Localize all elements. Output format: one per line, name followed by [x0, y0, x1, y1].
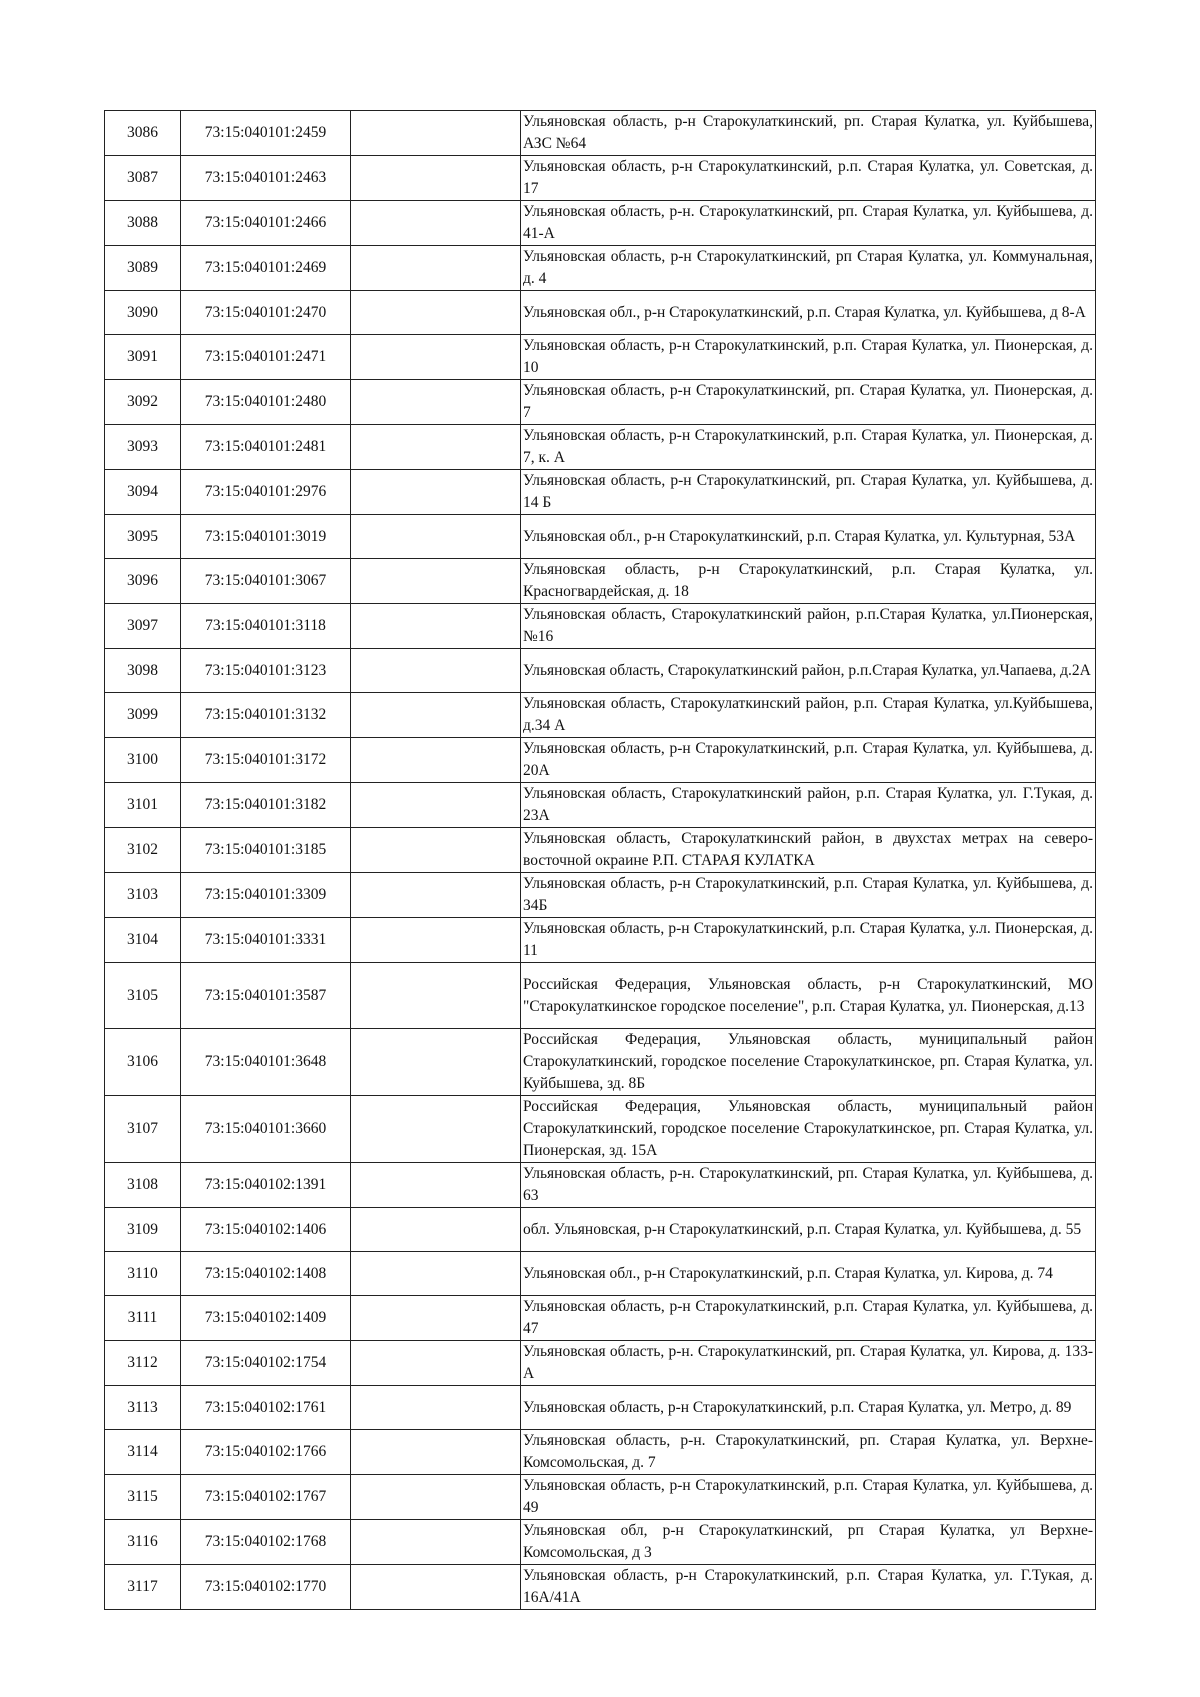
row-number: 3095 [105, 515, 181, 559]
address-cell: Ульяновская область, р-н Старокулаткинский, р.п. Старая Кулатка, ул. Советская, д. 17 [521, 156, 1096, 201]
empty-cell [351, 918, 521, 963]
cadastral-number: 73:15:040101:3123 [181, 649, 351, 693]
cadastral-number: 73:15:040102:1767 [181, 1475, 351, 1520]
empty-cell [351, 604, 521, 649]
row-number: 3110 [105, 1252, 181, 1296]
cadastral-number: 73:15:040101:3309 [181, 873, 351, 918]
row-number: 3117 [105, 1565, 181, 1610]
table-row [105, 246, 1096, 291]
cadastral-number: 73:15:040101:2466 [181, 201, 351, 246]
address-cell: Ульяновская обл., р-н Старокулаткинский, р.п. Старая Кулатка, ул. Культурная, 53А [521, 515, 1096, 559]
address-cell: Ульяновская область, р-н. Старокулаткинский, рп. Старая Кулатка, ул. Куйбышева, д. 63 [521, 1163, 1096, 1208]
empty-cell [351, 1341, 521, 1386]
empty-cell [351, 1096, 521, 1163]
address-cell: Ульяновская область, р-н Старокулаткинский, рп. Старая Кулатка, ул. Куйбышева, АЗС №64 [521, 111, 1096, 156]
empty-cell [351, 738, 521, 783]
address-cell: Российская Федерация, Ульяновская область, р-н Старокулаткинский, МО "Старокулаткинское городское поселение", р.п. Старая Кулатка, ул. Пионерская, д.13 [521, 963, 1096, 1029]
cadastral-number: 73:15:040101:3660 [181, 1096, 351, 1163]
row-number: 3105 [105, 963, 181, 1029]
cadastral-number: 73:15:040101:2470 [181, 291, 351, 335]
registry-body [105, 111, 1096, 1610]
table-row [105, 1163, 1096, 1208]
cadastral-number: 73:15:040101:3185 [181, 828, 351, 873]
row-number: 3089 [105, 246, 181, 291]
row-number: 3090 [105, 291, 181, 335]
cadastral-number: 73:15:040101:2480 [181, 380, 351, 425]
empty-cell [351, 380, 521, 425]
cadastral-number: 73:15:040101:2469 [181, 246, 351, 291]
table-row [105, 1341, 1096, 1386]
table-row [105, 738, 1096, 783]
cadastral-number: 73:15:040101:3067 [181, 559, 351, 604]
row-number: 3107 [105, 1096, 181, 1163]
empty-cell [351, 111, 521, 156]
cadastral-number: 73:15:040101:2481 [181, 425, 351, 470]
table-row [105, 111, 1096, 156]
cadastral-number: 73:15:040101:3019 [181, 515, 351, 559]
table-row [105, 425, 1096, 470]
empty-cell [351, 1296, 521, 1341]
address-cell: Ульяновская область, р-н. Старокулаткинский, рп. Старая Кулатка, ул. Верхне-Комсомольская, д. 7 [521, 1430, 1096, 1475]
empty-cell [351, 425, 521, 470]
row-number: 3088 [105, 201, 181, 246]
row-number: 3100 [105, 738, 181, 783]
address-cell: Ульяновская область, р-н Старокулаткинский, р.п. Старая Кулатка, ул. Куйбышева, д. 49 [521, 1475, 1096, 1520]
row-number: 3116 [105, 1520, 181, 1565]
address-cell: Ульяновская область, р-н Старокулаткинский, рп. Старая Кулатка, ул. Куйбышева, д. 14 Б [521, 470, 1096, 515]
row-number: 3092 [105, 380, 181, 425]
row-number: 3093 [105, 425, 181, 470]
row-number: 3097 [105, 604, 181, 649]
table-row [105, 559, 1096, 604]
empty-cell [351, 1386, 521, 1430]
address-cell: Ульяновская область, р-н Старокулаткинский, р.п. Старая Кулатка, ул. Пионерская, д. 7, к. А [521, 425, 1096, 470]
table-row [105, 335, 1096, 380]
empty-cell [351, 963, 521, 1029]
table-row [105, 918, 1096, 963]
empty-cell [351, 291, 521, 335]
table-row [105, 649, 1096, 693]
cadastral-number: 73:15:040101:3118 [181, 604, 351, 649]
table-row [105, 828, 1096, 873]
empty-cell [351, 1252, 521, 1296]
table-row [105, 380, 1096, 425]
cadastral-number: 73:15:040102:1408 [181, 1252, 351, 1296]
table-row [105, 604, 1096, 649]
address-cell: Ульяновская область, Старокулаткинский район, р.п. Старая Кулатка, ул.Куйбышева, д.34 А [521, 693, 1096, 738]
row-number: 3114 [105, 1430, 181, 1475]
row-number: 3086 [105, 111, 181, 156]
row-number: 3109 [105, 1208, 181, 1252]
empty-cell [351, 828, 521, 873]
cadastral-number: 73:15:040101:3132 [181, 693, 351, 738]
address-cell: Ульяновская область, р-н Старокулаткинский, р.п. Старая Кулатка, ул. Красногвардейская, д. 18 [521, 559, 1096, 604]
empty-cell [351, 470, 521, 515]
address-cell: Ульяновская область, р-н Старокулаткинский, р.п. Старая Кулатка, ул. Куйбышева, д. 34Б [521, 873, 1096, 918]
address-cell: Ульяновская область, р-н. Старокулаткинский, рп. Старая Кулатка, ул. Кирова, д. 133-А [521, 1341, 1096, 1386]
row-number: 3111 [105, 1296, 181, 1341]
cadastral-number: 73:15:040102:1770 [181, 1565, 351, 1610]
row-number: 3102 [105, 828, 181, 873]
cadastral-number: 73:15:040102:1766 [181, 1430, 351, 1475]
address-cell: Ульяновская область, р-н Старокулаткинский, р.п. Старая Кулатка, ул. Метро, д. 89 [521, 1386, 1096, 1430]
cadastral-number: 73:15:040101:2976 [181, 470, 351, 515]
cadastral-number: 73:15:040101:3648 [181, 1029, 351, 1096]
address-cell: обл. Ульяновская, р-н Старокулаткинский, р.п. Старая Кулатка, ул. Куйбышева, д. 55 [521, 1208, 1096, 1252]
empty-cell [351, 559, 521, 604]
table-row [105, 873, 1096, 918]
address-cell: Российская Федерация, Ульяновская область, муниципальный район Старокулаткинский, городское поселение Старокулаткинское, рп. Старая Кулатка, ул. Пионерская, зд. 15А [521, 1096, 1096, 1163]
row-number: 3112 [105, 1341, 181, 1386]
table-row [105, 1520, 1096, 1565]
row-number: 3094 [105, 470, 181, 515]
table-row [105, 963, 1096, 1029]
empty-cell [351, 201, 521, 246]
address-cell: Российская Федерация, Ульяновская область, муниципальный район Старокулаткинский, городское поселение Старокулаткинское, рп. Старая Кулатка, ул. Куйбышева, зд. 8Б [521, 1029, 1096, 1096]
address-cell: Ульяновская область, р-н Старокулаткинский, рп Старая Кулатка, ул. Коммунальная, д. 4 [521, 246, 1096, 291]
address-cell: Ульяновская область, р-н Старокулаткинский, р.п. Старая Кулатка, ул. Куйбышева, д. 47 [521, 1296, 1096, 1341]
row-number: 3087 [105, 156, 181, 201]
table-row [105, 1208, 1096, 1252]
address-cell: Ульяновская область, Старокулаткинский район, р.п. Старая Кулатка, ул. Г.Тукая, д. 23А [521, 783, 1096, 828]
address-cell: Ульяновская область, р-н Старокулаткинский, р.п. Старая Кулатка, ул. Пионерская, д. 10 [521, 335, 1096, 380]
cadastral-number: 73:15:040101:3331 [181, 918, 351, 963]
row-number: 3104 [105, 918, 181, 963]
table-row [105, 1475, 1096, 1520]
table-row [105, 693, 1096, 738]
table-row [105, 1029, 1096, 1096]
table-row [105, 1096, 1096, 1163]
table-row [105, 515, 1096, 559]
address-cell: Ульяновская область, Старокулаткинский район, р.п.Старая Кулатка, ул.Чапаева, д.2А [521, 649, 1096, 693]
row-number: 3101 [105, 783, 181, 828]
row-number: 3113 [105, 1386, 181, 1430]
empty-cell [351, 246, 521, 291]
empty-cell [351, 515, 521, 559]
cadastral-number: 73:15:040101:3172 [181, 738, 351, 783]
table-row [105, 1296, 1096, 1341]
address-cell: Ульяновская область, р-н Старокулаткинский, р.п. Старая Кулатка, ул. Куйбышева, д. 20А [521, 738, 1096, 783]
address-cell: Ульяновская область, р-н Старокулаткинский, рп. Старая Кулатка, ул. Пионерская, д. 7 [521, 380, 1096, 425]
row-number: 3115 [105, 1475, 181, 1520]
row-number: 3106 [105, 1029, 181, 1096]
empty-cell [351, 156, 521, 201]
row-number: 3096 [105, 559, 181, 604]
address-cell: Ульяновская обл, р-н Старокулаткинский, рп Старая Кулатка, ул Верхне-Комсомольская, д 3 [521, 1520, 1096, 1565]
row-number: 3099 [105, 693, 181, 738]
cadastral-number: 73:15:040102:1754 [181, 1341, 351, 1386]
cadastral-number: 73:15:040102:1406 [181, 1208, 351, 1252]
empty-cell [351, 873, 521, 918]
table-row [105, 201, 1096, 246]
registry-table [104, 110, 1096, 1610]
table-row [105, 783, 1096, 828]
cadastral-number: 73:15:040102:1409 [181, 1296, 351, 1341]
empty-cell [351, 335, 521, 380]
table-row [105, 291, 1096, 335]
address-cell: Ульяновская обл., р-н Старокулаткинский, р.п. Старая Кулатка, ул. Кирова, д. 74 [521, 1252, 1096, 1296]
empty-cell [351, 783, 521, 828]
cadastral-number: 73:15:040101:2463 [181, 156, 351, 201]
row-number: 3103 [105, 873, 181, 918]
address-cell: Ульяновская область, Старокулаткинский район, р.п.Старая Кулатка, ул.Пионерская, №16 [521, 604, 1096, 649]
empty-cell [351, 1029, 521, 1096]
cadastral-number: 73:15:040101:3182 [181, 783, 351, 828]
cadastral-number: 73:15:040102:1391 [181, 1163, 351, 1208]
empty-cell [351, 1163, 521, 1208]
cadastral-number: 73:15:040101:2471 [181, 335, 351, 380]
row-number: 3108 [105, 1163, 181, 1208]
cadastral-number: 73:15:040102:1768 [181, 1520, 351, 1565]
address-cell: Ульяновская область, р-н Старокулаткинский, р.п. Старая Кулатка, ул. Г.Тукая, д. 16А/41А [521, 1565, 1096, 1610]
empty-cell [351, 1475, 521, 1520]
empty-cell [351, 649, 521, 693]
address-cell: Ульяновская область, р-н. Старокулаткинский, рп. Старая Кулатка, ул. Куйбышева, д. 41-А [521, 201, 1096, 246]
table-row [105, 1430, 1096, 1475]
empty-cell [351, 1565, 521, 1610]
address-cell: Ульяновская область, Старокулаткинский район, в двухстах метрах на северо-восточной окраине Р.П. СТАРАЯ КУЛАТКА [521, 828, 1096, 873]
address-cell: Ульяновская область, р-н Старокулаткинский, р.п. Старая Кулатка, у.л. Пионерская, д. 11 [521, 918, 1096, 963]
empty-cell [351, 1520, 521, 1565]
cadastral-number: 73:15:040102:1761 [181, 1386, 351, 1430]
empty-cell [351, 693, 521, 738]
table-row [105, 156, 1096, 201]
table-row [105, 1252, 1096, 1296]
table-row [105, 1386, 1096, 1430]
address-cell: Ульяновская обл., р-н Старокулаткинский, р.п. Старая Кулатка, ул. Куйбышева, д 8-А [521, 291, 1096, 335]
empty-cell [351, 1430, 521, 1475]
row-number: 3091 [105, 335, 181, 380]
row-number: 3098 [105, 649, 181, 693]
table-row [105, 1565, 1096, 1610]
empty-cell [351, 1208, 521, 1252]
cadastral-number: 73:15:040101:3587 [181, 963, 351, 1029]
cadastral-number: 73:15:040101:2459 [181, 111, 351, 156]
table-row [105, 470, 1096, 515]
